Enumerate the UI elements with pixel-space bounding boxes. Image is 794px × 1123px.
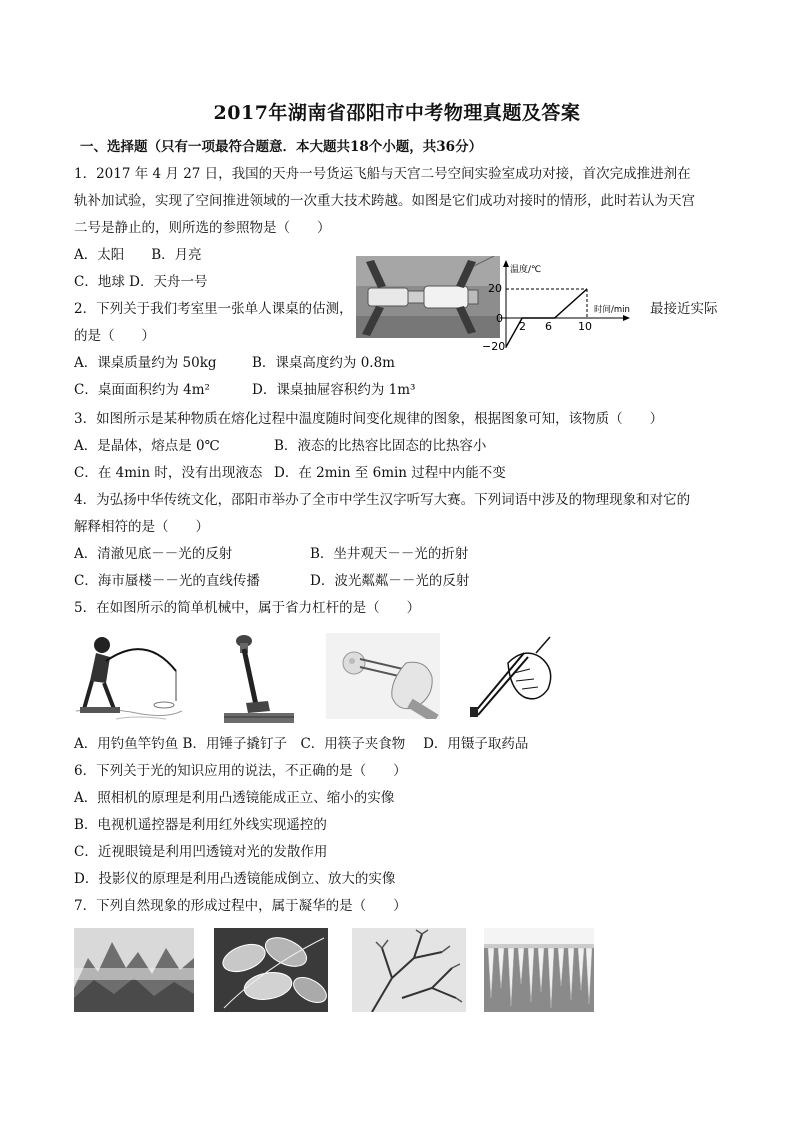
q1-options-cd: C．地球 D．天舟一号 bbox=[74, 274, 208, 290]
q1-text-line3: 二号是静止的，则所选的参照物是（ ） bbox=[74, 220, 331, 236]
q2-option-d: D．课桌抽屉容积约为 1m³ bbox=[252, 382, 416, 398]
frosted-branches-image bbox=[352, 928, 466, 1012]
tweezers-image bbox=[464, 633, 560, 721]
q3-option-d: D．在 2min 至 6min 过程中内能不变 bbox=[274, 465, 506, 481]
q4-option-d: D．波光粼粼－－光的反射 bbox=[310, 573, 470, 589]
q3-option-b: B．液态的比热容比固态的比热容小 bbox=[274, 438, 487, 454]
graph-ytick-0: 0 bbox=[496, 312, 503, 325]
q5-options: A．用钓鱼竿钓鱼 B．用锤子撬钉子 C．用筷子夹食物 D．用镊子取药品 bbox=[74, 736, 529, 752]
graph-ytick-neg20: −20 bbox=[482, 340, 506, 353]
chopsticks-image bbox=[326, 633, 440, 719]
misty-mountains-image bbox=[74, 928, 194, 1012]
graph-x-axis-label: 时间/min bbox=[594, 305, 630, 315]
q2-text-line1: 2．下列关于我们考室里一张单人课桌的估测， bbox=[74, 301, 353, 317]
q4-text-line2: 解释相符的是（ ） bbox=[74, 519, 209, 535]
q7-text-line1: 7．下列自然现象的形成过程中，属于凝华的是（ ） bbox=[74, 898, 407, 914]
page-title: 2017年湖南省邵阳市中考物理真题及答案 bbox=[213, 102, 581, 124]
icicles-image bbox=[484, 928, 594, 1012]
q6-option-c: C．近视眼镜是利用凹透镜对光的发散作用 bbox=[74, 844, 328, 860]
q4-text-line1: 4．为弘扬中华传统文化，邵阳市举办了全市中学生汉字听写大赛。下列词语中涉及的物理现象和对它的 bbox=[74, 492, 691, 508]
q6-text-line1: 6．下列关于光的知识应用的说法，不正确的是（ ） bbox=[74, 763, 407, 779]
fishing-rod-image bbox=[76, 631, 182, 723]
frosted-leaves-image bbox=[214, 928, 328, 1012]
q1-text-line2: 轨补加试验，实现了空间推进领域的一次重大技术跨越。如图是它们成功对接时的情形，此时若认为天宫 bbox=[74, 193, 695, 209]
q6-option-d: D．投影仪的原理是利用凸透镜能成倒立、放大的实像 bbox=[74, 871, 396, 887]
hammer-image bbox=[224, 631, 294, 723]
q4-option-c: C．海市蜃楼－－光的直线传播 bbox=[74, 573, 260, 589]
q1-options-ab: A．太阳 B．月亮 bbox=[74, 247, 202, 263]
q2-text-line2: 的是（ ） bbox=[74, 328, 155, 344]
graph-xtick-6: 6 bbox=[545, 320, 552, 333]
q2-text-line1-end: 最接近实际 bbox=[650, 301, 718, 317]
q2-option-b: B．课桌高度约为 0.8m bbox=[252, 355, 395, 371]
graph-xtick-2: 2 bbox=[519, 320, 526, 333]
q1-text-line1: 1．2017 年 4 月 27 日，我国的天舟一号货运飞船与天宫二号空间实验室成功对接，首次完成推进剂在 bbox=[74, 166, 691, 182]
q5-text-line1: 5．在如图所示的简单机械中，属于省力杠杆的是（ ） bbox=[74, 600, 421, 616]
q3-text-line1: 3．如图所示是某种物质在熔化过程中温度随时间变化规律的图象，根据图象可知，该物质（ ） bbox=[74, 411, 664, 427]
graph-ytick-20: 20 bbox=[488, 282, 502, 295]
q6-option-b: B．电视机遥控器是利用红外线实现遥控的 bbox=[74, 817, 327, 833]
q3-option-c: C．在 4min 时，没有出现液态 bbox=[74, 465, 263, 481]
graph-y-axis-label: 温度/℃ bbox=[510, 265, 542, 275]
section-heading: 一、选择题（只有一项最符合题意．本大题共18个小题，共36分） bbox=[80, 139, 483, 155]
q4-option-b: B．坐井观天－－光的折射 bbox=[310, 546, 469, 562]
q2-option-a: A．课桌质量约为 50kg bbox=[74, 355, 217, 371]
q6-option-a: A．照相机的原理是利用凸透镜能成正立、缩小的实像 bbox=[74, 790, 395, 806]
q3-option-a: A．是晶体，熔点是 0℃ bbox=[74, 438, 220, 454]
q4-option-a: A．清澈见底－－光的反射 bbox=[74, 546, 233, 562]
temperature-time-graph bbox=[476, 258, 642, 356]
q2-option-c: C．桌面面积约为 4m² bbox=[74, 382, 210, 398]
graph-xtick-10: 10 bbox=[578, 320, 592, 333]
